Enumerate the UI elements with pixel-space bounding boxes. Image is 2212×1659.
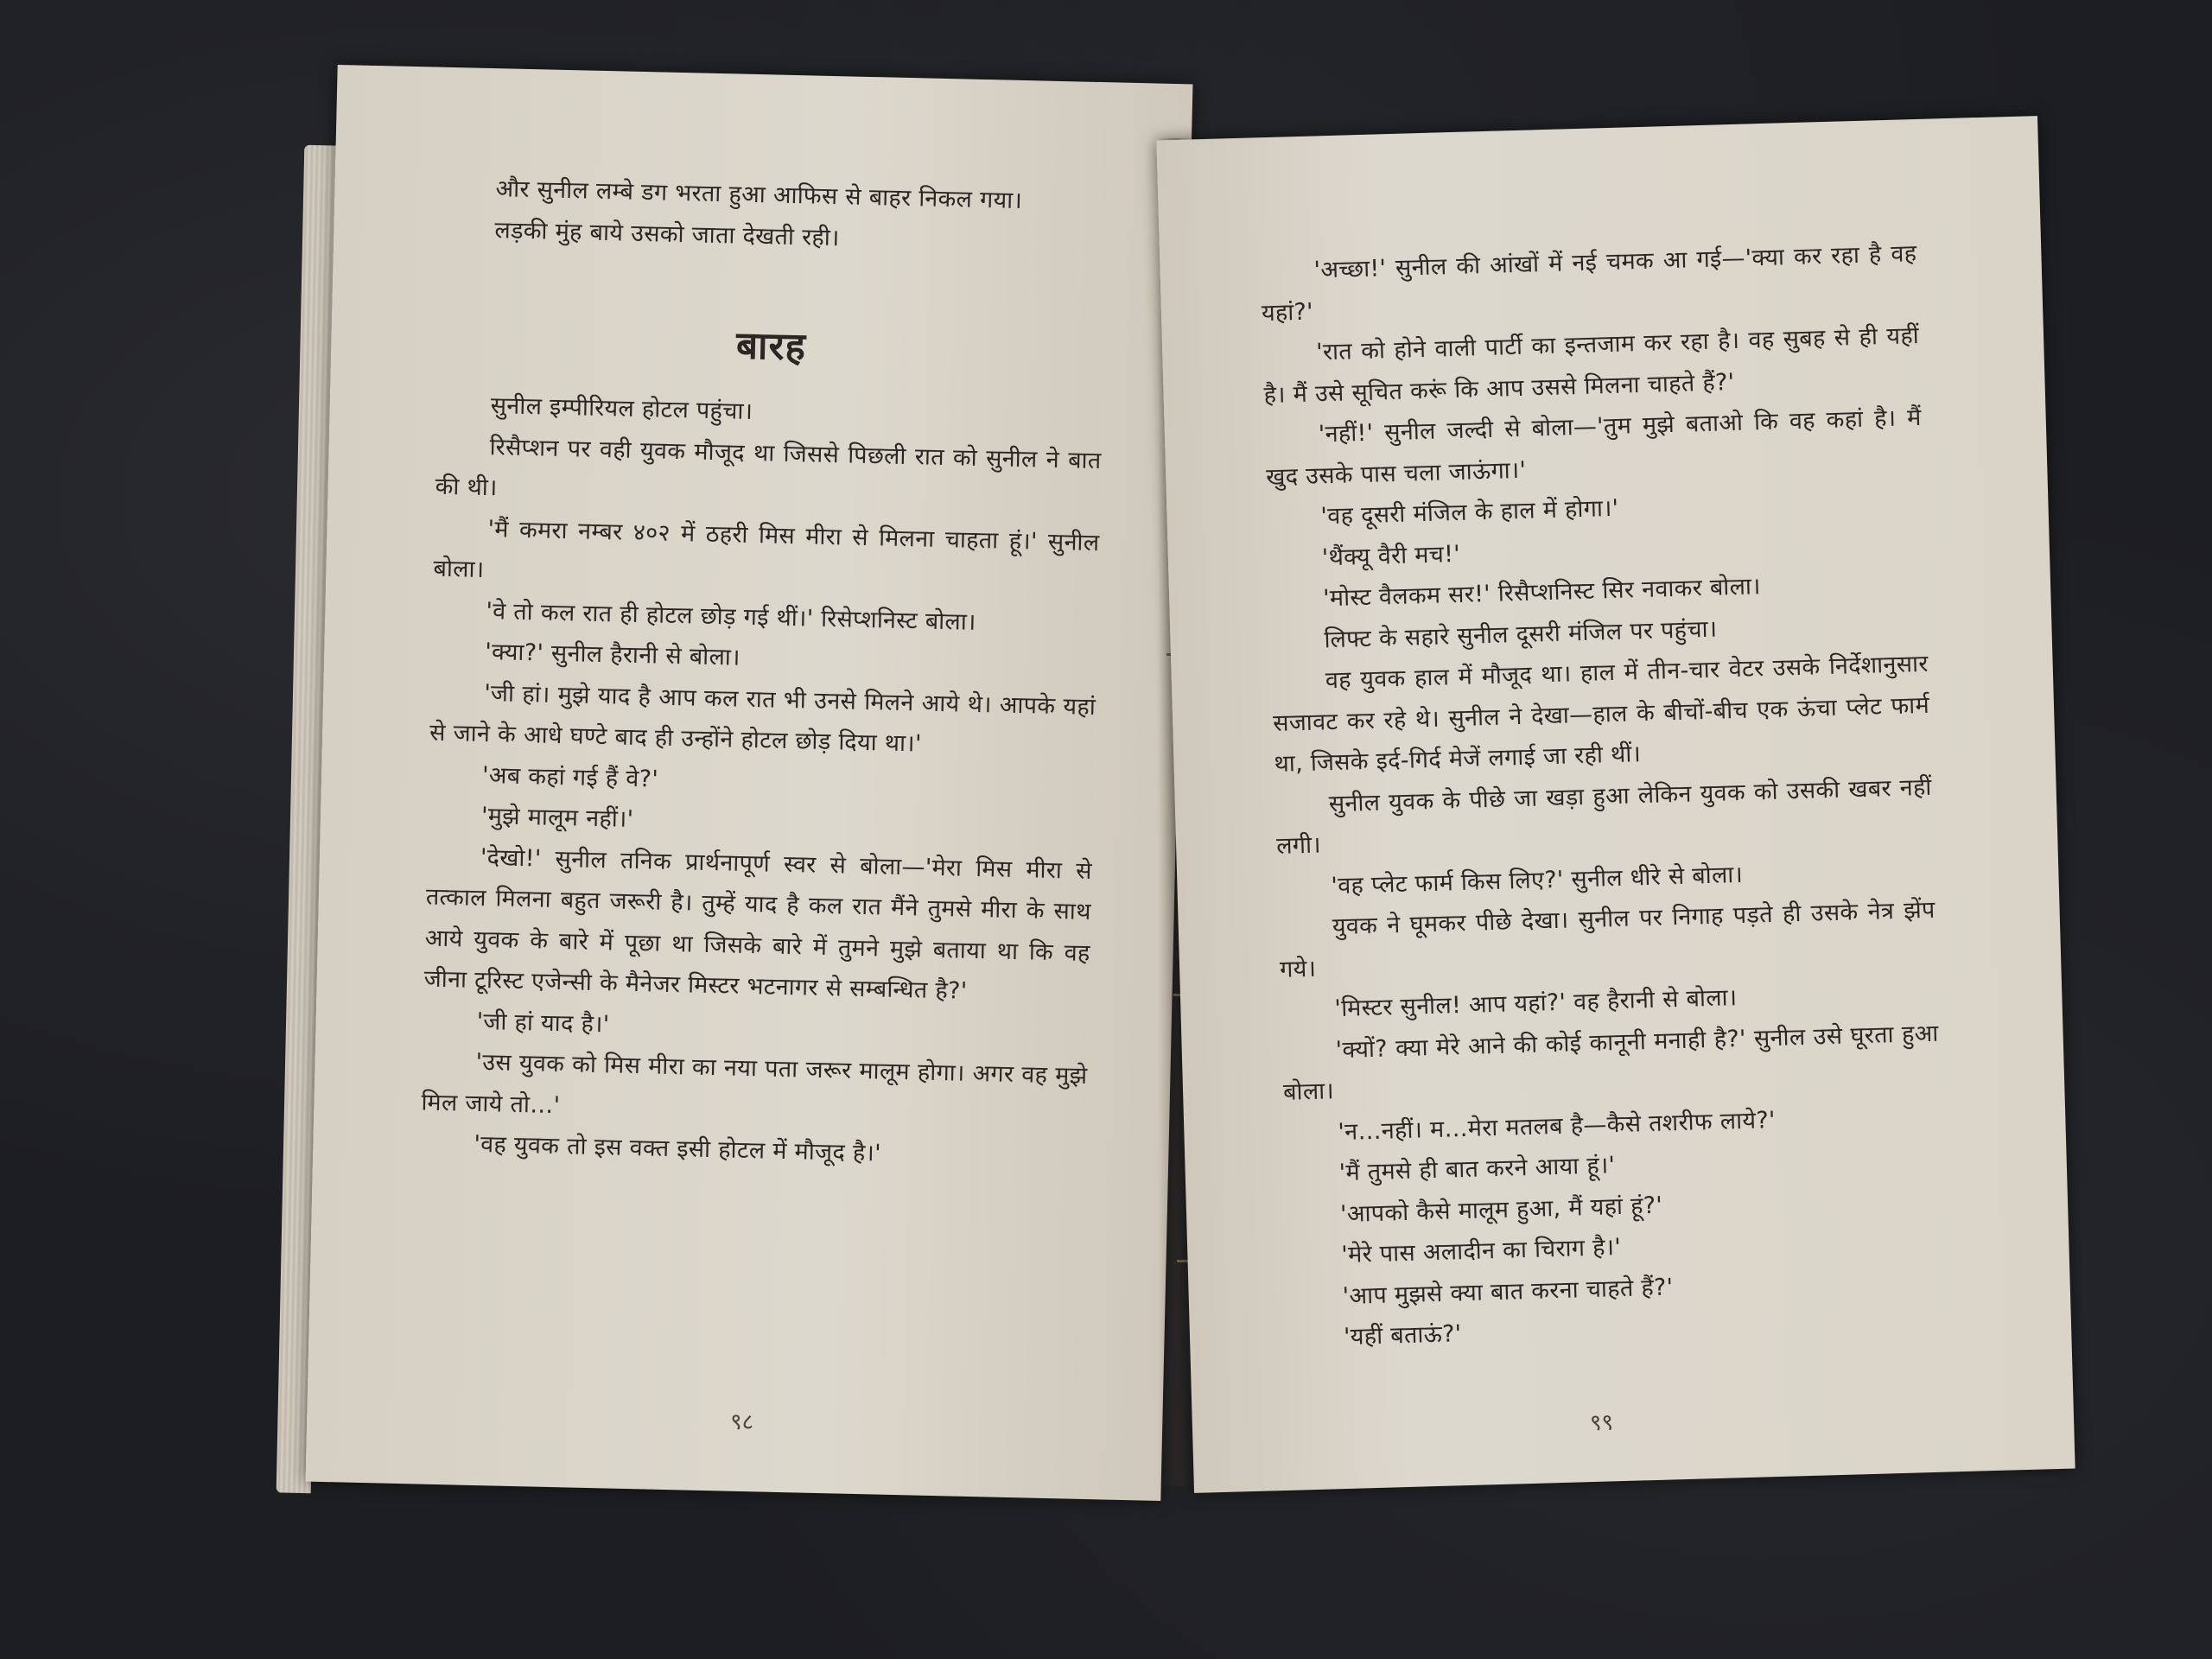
paragraph: 'मैं कमरा नम्बर ४०२ में ठहरी मिस मीरा से मिलना चाहता हूं।' सुनील बोला। <box>433 515 1100 583</box>
paragraph: 'क्या?' सुनील हैरानी से बोला। <box>485 639 741 671</box>
paragraph: 'रात को होने वाली पार्टी का इन्तजाम कर रहा है। वह सुबह से ही यहीं है। मैं उसे सूचित करूं कि आप उससे मिलना चाहते हैं?' <box>1263 321 1920 409</box>
page-number: ९८ <box>729 1408 754 1436</box>
paragraph: 'अब कहां गई हैं वे?' <box>481 761 659 793</box>
right-page-text <box>1260 233 1948 1359</box>
paragraph: लड़की मुंह बाये उसको जाता देखती रही। <box>494 216 841 251</box>
paragraph: 'मेरे पास अलादीन का चिराग है।' <box>1341 1234 1622 1269</box>
left-page <box>306 65 1193 1501</box>
right-page <box>1156 116 2075 1493</box>
paragraph: 'वह दूसरी मंजिल के हाल में होगा।' <box>1320 494 1619 531</box>
paragraph: और सुनील लम्बे डग भरता हुआ आफिस से बाहर निकल गया। <box>495 175 1023 214</box>
paragraph: 'थैंक्यू वैरी मच!' <box>1321 540 1461 571</box>
paragraph: 'न…नहीं। म…मेरा मतलब है—कैसे तशरीफ लाये?' <box>1338 1106 1777 1146</box>
paragraph: 'नहीं!' सुनील जल्दी से बोला—'तुम मुझे बताओ कि वह कहां है। मैं खुद उसके पास चला जाऊंगा।' <box>1265 404 1923 491</box>
paragraph: 'क्यों? क्या मेरे आने की कोई कानूनी मनाही है?' सुनील उसे घूरता हुआ बोला। <box>1282 1020 1939 1106</box>
paragraph: 'यहीं बताऊं?' <box>1343 1320 1462 1351</box>
paragraph: 'वह युवक तो इस वक्त इसी होटल में मौजूद है।' <box>474 1130 882 1167</box>
paragraph: 'आपको कैसे मालूम हुआ, मैं यहां हूं?' <box>1339 1192 1663 1228</box>
paragraph: वह युवक हाल में मौजूद था। हाल में तीन-चार वेटर उसके निर्देशानुसार सजावट कर रहे थे। सुनील ने देखा—हाल के बीचों-बीच एक ऊंचा प्लेट फार्म था, जिसके इर्द-गिर्द मेजें लगाई जा रही थीं। <box>1272 650 1930 779</box>
paragraph: रिसैप्शन पर वही युवक मौजूद था जिससे पिछली रात को सुनील ने बात की थी। <box>435 433 1102 502</box>
paragraph: 'उस युवक को मिस मीरा का नया पता जरूर मालूम होगा। अगर वह मुझे मिल जाये तो…' <box>421 1048 1088 1119</box>
paragraph: 'अच्छा!' सुनील की आंखों में नई चमक आ गई—'क्या कर रहा है वह यहां?' <box>1261 240 1917 327</box>
left-page-text <box>420 168 1108 1179</box>
paragraph: सुनील इम्पीरियल होटल पहुंचा। <box>490 392 753 425</box>
paragraph: लिफ्ट के सहारे सुनील दूसरी मंजिल पर पहुंचा। <box>1324 615 1718 653</box>
paragraph: 'वह प्लेट फार्म किस लिए?' सुनील धीरे से बोला। <box>1331 861 1744 899</box>
paragraph: 'वे तो कल रात ही होटल छोड़ गई थीं।' रिसेप्शनिस्ट बोला। <box>486 597 976 636</box>
paragraph: 'मिस्टर सुनील! आप यहां?' वह हैरानी से बोला। <box>1334 984 1738 1023</box>
paragraph: 'जी हां। मुझे याद है आप कल रात भी उनसे मिलने आये थे। आपके यहां से जाने के आधे घण्टे बाद ही उन्होंने होटल छोड़ दिया था।' <box>429 679 1096 758</box>
paragraph: सुनील युवक के पीछे जा खड़ा हुआ लेकिन युवक को उसकी खबर नहीं लगी। <box>1275 773 1933 860</box>
paragraph: युवक ने घूमकर पीछे देखा। सुनील पर निगाह पड़ते ही उसके नेत्र झेंप गये। <box>1279 896 1936 983</box>
paragraph: 'मुझे मालूम नहीं।' <box>480 802 634 833</box>
paragraph: 'देखो!' सुनील तनिक प्रार्थनापूर्ण स्वर से बोला—'मेरा मिस मीरा से तत्काल मिलना बहुत जरूरी है। तुम्हें याद है कल रात मैंने तुमसे मीरा के साथ आये युवक के बारे में पूछा था जिसके बारे में तुमने मुझे बताया था कि वह जीना टूरिस्ट एजेन्सी के मैनेजर मिस्टर भटनागर से सम्बन्धित है?' <box>423 843 1093 1005</box>
paragraph: 'मैं तुमसे ही बात करने आया हूं।' <box>1338 1152 1616 1187</box>
paragraph: 'जी हां याद है।' <box>476 1007 610 1038</box>
paragraph: 'आप मुझसे क्या बात करना चाहते हैं?' <box>1342 1273 1674 1310</box>
page-number: ९९ <box>1589 1409 1614 1437</box>
chapter-title: बारह <box>735 323 807 370</box>
paragraph: 'मोस्ट वैलकम सर!' रिसैप्शनिस्ट सिर नवाकर बोला। <box>1322 573 1762 613</box>
